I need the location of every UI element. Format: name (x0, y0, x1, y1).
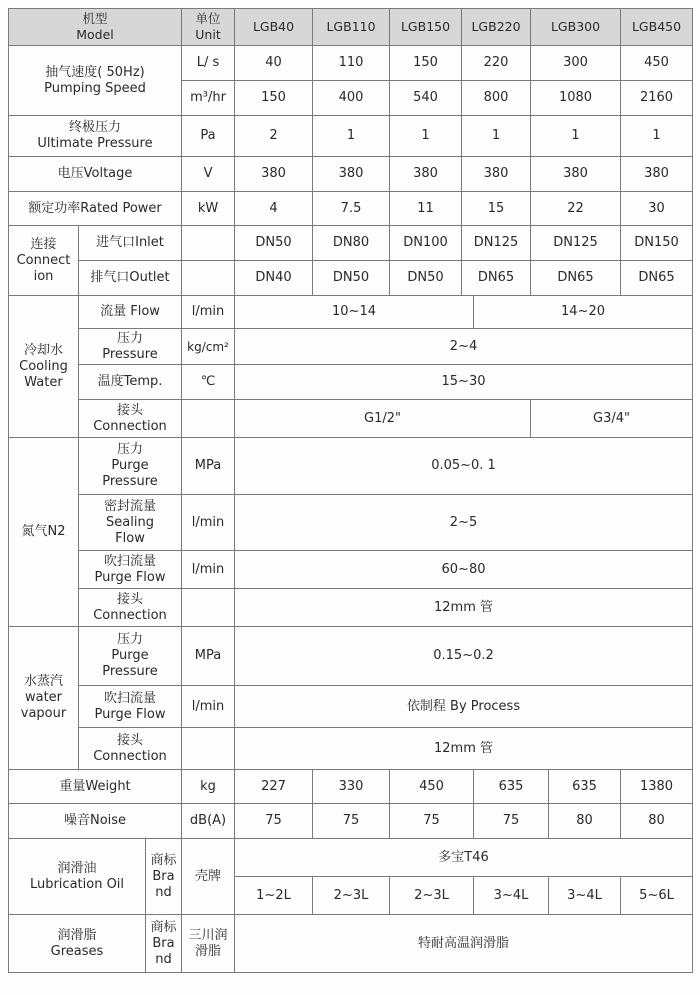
unit-kgcm2: kg/cm² (182, 329, 235, 365)
model-lgb300: LGB300 (531, 9, 621, 46)
value-cell: DN150 (621, 226, 693, 261)
steam-purge-flow-label: 吹扫流量 Purge Flow (79, 686, 182, 728)
unit-empty (182, 226, 235, 261)
connection-inlet-row (9, 226, 693, 261)
value-cell: 1 (462, 116, 531, 157)
ultimate-pressure-label: 终极压力 Ultimate Pressure (9, 116, 182, 157)
noise-label: 噪音Noise (9, 804, 182, 839)
value-cell: DN50 (390, 261, 462, 296)
value-cell: 380 (235, 157, 313, 192)
unit-pa: Pa (182, 116, 235, 157)
unit-lmin: l/min (182, 495, 235, 551)
lubrication-shell: 壳牌 (182, 839, 235, 915)
value-cell: 依制程 By Process (235, 686, 693, 728)
value-cell: G3/4" (531, 400, 693, 438)
value-cell: 1 (621, 116, 693, 157)
unit-kw: kW (182, 192, 235, 226)
n2-purge-pressure-row (9, 438, 693, 495)
unit-lmin: l/min (182, 296, 235, 329)
value-cell: 30 (621, 192, 693, 226)
connection-outlet-row (9, 261, 693, 296)
cooling-flow-label: 流量 Flow (79, 296, 182, 329)
unit-mpa: MPa (182, 438, 235, 495)
value-cell: 2 (235, 116, 313, 157)
value-cell: 1 (390, 116, 462, 157)
value-cell: 380 (313, 157, 390, 192)
value-cell: 635 (549, 770, 621, 804)
unit-header: 单位 Unit (182, 9, 235, 46)
voltage-row (9, 157, 693, 192)
unit-empty (182, 589, 235, 627)
grease-unit: 三川润 滑脂 (182, 915, 235, 973)
unit-kg: kg (182, 770, 235, 804)
steam-purge-pressure-row (9, 627, 693, 686)
value-cell: 2160 (621, 81, 693, 116)
value-cell: 1 (313, 116, 390, 157)
lubrication-brand-row (9, 839, 693, 877)
n2-connection-row (9, 589, 693, 627)
value-cell: 15 (462, 192, 531, 226)
value-cell: 450 (390, 770, 474, 804)
value-cell: 80 (549, 804, 621, 839)
unit-empty (182, 728, 235, 770)
value-cell: 75 (235, 804, 313, 839)
value-cell: 380 (531, 157, 621, 192)
value-cell: 3~4L (474, 877, 549, 915)
value-cell: 150 (235, 81, 313, 116)
ultimate-pressure-row (9, 116, 693, 157)
value-cell: 7.5 (313, 192, 390, 226)
inlet-label: 进气口Inlet (79, 226, 182, 261)
value-cell: 75 (313, 804, 390, 839)
n2-connection-label: 接头 Connection (79, 589, 182, 627)
noise-row (9, 804, 693, 839)
value-cell: 330 (313, 770, 390, 804)
model-lgb220: LGB220 (462, 9, 531, 46)
unit-celsius: ℃ (182, 365, 235, 400)
spec-table (8, 8, 693, 973)
model-lgb450: LGB450 (621, 9, 693, 46)
value-cell: 635 (474, 770, 549, 804)
value-cell: 10~14 (235, 296, 474, 329)
n2-purge-flow-label: 吹扫流量 Purge Flow (79, 551, 182, 589)
lubrication-brand-label: 商标 Bra nd (146, 839, 182, 915)
value-cell: 15~30 (235, 365, 693, 400)
model-header: 机型 Model (9, 9, 182, 46)
n2-purge-flow-row (9, 551, 693, 589)
value-cell: 300 (531, 46, 621, 81)
value-cell: 0.15~0.2 (235, 627, 693, 686)
cooling-connection-row (9, 400, 693, 438)
voltage-label: 电压Voltage (9, 157, 182, 192)
n2-purge-pressure-label: 压力 Purge Pressure (79, 438, 182, 495)
value-cell: 1080 (531, 81, 621, 116)
value-cell: 60~80 (235, 551, 693, 589)
value-cell: DN40 (235, 261, 313, 296)
value-cell: 540 (390, 81, 462, 116)
lubrication-label: 润滑油 Lubrication Oil (9, 839, 146, 915)
value-cell: 75 (474, 804, 549, 839)
value-cell: 75 (390, 804, 474, 839)
cooling-pressure-row (9, 329, 693, 365)
value-cell: 22 (531, 192, 621, 226)
value-cell: 2~3L (313, 877, 390, 915)
unit-empty (182, 400, 235, 438)
cooling-temp-row (9, 365, 693, 400)
model-lgb40: LGB40 (235, 9, 313, 46)
weight-row (9, 770, 693, 804)
value-cell: DN50 (235, 226, 313, 261)
value-cell: 227 (235, 770, 313, 804)
unit-mpa: MPa (182, 627, 235, 686)
cooling-flow-row (9, 296, 693, 329)
unit-ls: L/ s (182, 46, 235, 81)
outlet-label: 排气口Outlet (79, 261, 182, 296)
value-cell: 380 (462, 157, 531, 192)
value-cell: 11 (390, 192, 462, 226)
value-cell: 5~6L (621, 877, 693, 915)
value-cell: 0.05~0. 1 (235, 438, 693, 495)
value-cell: 1380 (621, 770, 693, 804)
grease-brand-label: 商标 Bra nd (146, 915, 182, 973)
value-cell: 3~4L (549, 877, 621, 915)
value-cell: 110 (313, 46, 390, 81)
steam-purge-flow-row (9, 686, 693, 728)
value-cell: DN125 (462, 226, 531, 261)
pumping-speed-label: 抽气速度( 50Hz) Pumping Speed (9, 46, 182, 116)
n2-sealing-flow-row (9, 495, 693, 551)
cooling-temp-label: 温度Temp. (79, 365, 182, 400)
unit-v: V (182, 157, 235, 192)
value-cell: 380 (390, 157, 462, 192)
value-cell: 1~2L (235, 877, 313, 915)
unit-m3hr: m³/hr (182, 81, 235, 116)
steam-connection-row (9, 728, 693, 770)
model-lgb150: LGB150 (390, 9, 462, 46)
steam-connection-label: 接头 Connection (79, 728, 182, 770)
value-cell: 2~3L (390, 877, 474, 915)
unit-lmin: l/min (182, 686, 235, 728)
header-row (9, 9, 693, 46)
cooling-water-label: 冷却水 Cooling Water (9, 296, 79, 438)
value-cell: 800 (462, 81, 531, 116)
n2-label: 氮气N2 (9, 438, 79, 627)
steam-purge-pressure-label: 压力 Purge Pressure (79, 627, 182, 686)
steam-label: 水蒸汽 water vapour (9, 627, 79, 770)
value-cell: G1/2" (235, 400, 531, 438)
rated-power-row (9, 192, 693, 226)
value-cell: 2~5 (235, 495, 693, 551)
value-cell: DN65 (462, 261, 531, 296)
grease-row (9, 915, 693, 973)
value-cell: DN50 (313, 261, 390, 296)
grease-label: 润滑脂 Greases (9, 915, 146, 973)
value-cell: 80 (621, 804, 693, 839)
value-cell: 150 (390, 46, 462, 81)
value-cell: 多宝T46 (235, 839, 693, 877)
value-cell: DN100 (390, 226, 462, 261)
cooling-connection-label: 接头 Connection (79, 400, 182, 438)
value-cell: 12mm 管 (235, 728, 693, 770)
value-cell: 2~4 (235, 329, 693, 365)
unit-dba: dB(A) (182, 804, 235, 839)
value-cell: 380 (621, 157, 693, 192)
value-cell: 40 (235, 46, 313, 81)
rated-power-label: 额定功率Rated Power (9, 192, 182, 226)
value-cell: 400 (313, 81, 390, 116)
model-lgb110: LGB110 (313, 9, 390, 46)
value-cell: 450 (621, 46, 693, 81)
value-cell: 1 (531, 116, 621, 157)
cooling-pressure-label: 压力 Pressure (79, 329, 182, 365)
value-cell: 12mm 管 (235, 589, 693, 627)
value-cell: DN125 (531, 226, 621, 261)
value-cell: DN80 (313, 226, 390, 261)
value-cell: 4 (235, 192, 313, 226)
weight-label: 重量Weight (9, 770, 182, 804)
value-cell: 14~20 (474, 296, 693, 329)
connection-label: 连接 Connect ion (9, 226, 79, 296)
value-cell: DN65 (531, 261, 621, 296)
value-cell: DN65 (621, 261, 693, 296)
pumping-speed-row (9, 46, 693, 81)
value-cell: 220 (462, 46, 531, 81)
value-cell: 特耐高温润滑脂 (235, 915, 693, 973)
n2-sealing-flow-label: 密封流量 Sealing Flow (79, 495, 182, 551)
unit-lmin: l/min (182, 551, 235, 589)
unit-empty (182, 261, 235, 296)
